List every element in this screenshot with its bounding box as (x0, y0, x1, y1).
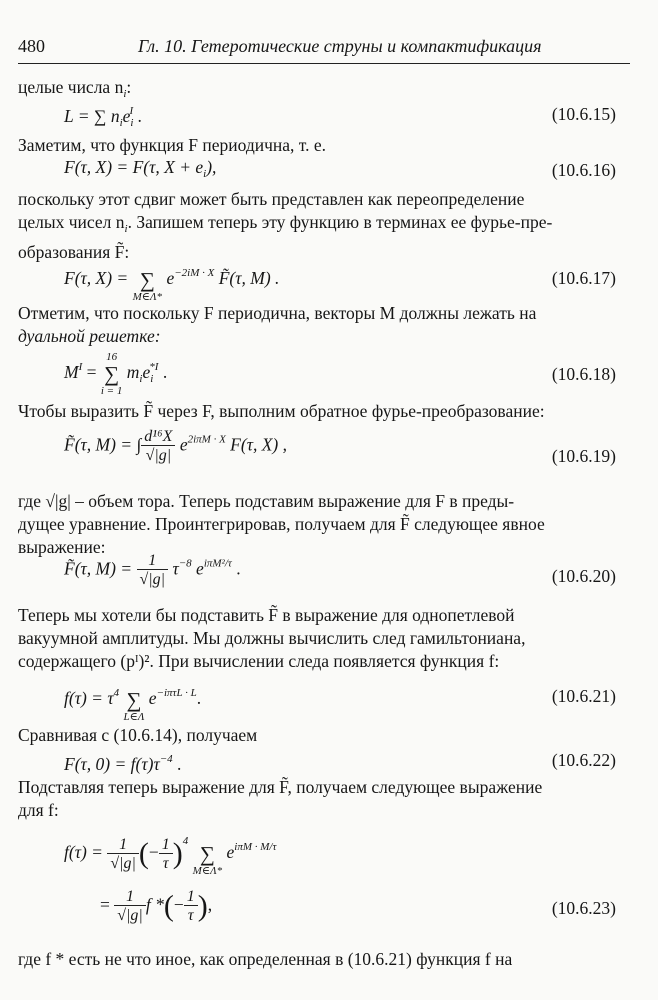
equation-text: F̃(τ, M) . (218, 268, 280, 289)
subscript: i (123, 88, 127, 100)
equation-10-6-16: F(τ, X) = F(τ, $X + e_i$), (64, 157, 217, 180)
paragraph-8 (18, 724, 616, 747)
paragraph-line: дущее уравнение. Проинтегрировав, получаем для F̃ следующее явное (18, 514, 545, 534)
paragraph-4 (18, 302, 616, 348)
equation-10-6-23-line-2: = $\frac{1}{√|g|}$ f *(− $\frac{1}{\tau}$ ), (100, 888, 213, 924)
equation-number: (10.6.15) (551, 104, 616, 124)
paragraph-line: поскольку этот сдвиг может быть представлен как переопределение (18, 189, 525, 209)
paragraph-text: Чтобы выразить F̃ через F, выполним обратное фурье-преобразование: (18, 401, 545, 421)
equation-10-6-20: F̃(τ, M) = $\frac{1}{√|g|}$ $\tau^{-8}$ $e^{i\pi M^2/\tau}$ . (64, 552, 241, 588)
equation-text: m (126, 362, 140, 383)
paragraph-3 (18, 188, 616, 264)
exponent: −2iM · X (174, 267, 215, 280)
exponent: iπM · M/τ (234, 841, 277, 854)
sum-symbol: ∑ M∈Λ* (192, 842, 223, 877)
exponent: 2iπM · X (187, 433, 226, 446)
paragraph-line: для f: (18, 800, 59, 820)
paragraph-text: : (126, 77, 132, 97)
fraction: $\frac{1}{\tau}$ (159, 836, 173, 873)
paragraph-line: образования F̃: (18, 242, 130, 262)
equation-number: (10.6.22) (551, 750, 616, 770)
equation-10-6-22: F(τ, $0) = f(\tau)\tau^{-4}$ . (64, 753, 182, 774)
exponent: iπM²/τ (203, 557, 232, 570)
equation-text: f * (145, 894, 164, 915)
equation-number: (10.6.19) (551, 446, 616, 466)
paragraph-line: Отметим, что поскольку F периодична, векторы M должны лежать на (18, 303, 537, 323)
fraction: $\frac{1}{√|g|}$ (114, 888, 146, 925)
equation-number: (10.6.18) (551, 364, 616, 384)
paragraph-line: вакуумной амплитуды. Мы должны вычислить след гамильтониана, (18, 628, 526, 648)
paragraph-line: Подставляя теперь выражение для F̃, получаем следующее выражение (18, 777, 543, 797)
running-head: Гл. 10. Гетеротические струны и компактификация (138, 36, 542, 56)
paragraph-text: целые числа n (18, 77, 124, 97)
paragraph-5 (18, 400, 616, 423)
equation-text: F(τ, X) = F(τ, X + e (64, 157, 204, 177)
page-number: 480 (18, 36, 45, 56)
sum-symbol: ∑ M∈Λ* (132, 268, 163, 303)
paragraph-line: Теперь мы хотели бы подставить F̃ в выражение для однопетлевой (18, 605, 515, 625)
equation-text: F(τ, X) , (230, 434, 287, 455)
equation-text: f(τ) = τ (64, 688, 114, 709)
equation-text: ), (206, 157, 217, 177)
equation-text: τ (172, 558, 179, 579)
equation-text: f(τ) = (64, 842, 103, 863)
fraction: $\frac{1}{√|g|}$ (107, 836, 139, 873)
equation-10-6-23: f(τ) = $\frac{1}{√|g|}$ (− $\frac{1}{\tau}$ )$^4$ ∑ M∈Λ* $e^{i\pi M \cdot M/\tau}$ (64, 830, 276, 878)
paragraph-line: содержащего (pᴵ)². При вычислении следа появляется функция f: (18, 651, 500, 671)
paragraph-text: Заметим, что функция F периодична, т. е. (18, 135, 327, 155)
equation-number: (10.6.16) (551, 160, 616, 180)
equation-text: M (64, 362, 79, 383)
page-header (18, 36, 630, 62)
equation-10-6-17: F(τ, X) = ∑ M∈Λ* $e^{-2iM \cdot X}$ F̃(τ, M) . (64, 256, 279, 304)
paragraph-text: Сравнивая с (10.6.14), получаем (18, 725, 258, 745)
equation-text: F(τ, X) = (64, 268, 129, 289)
equation-text: e (122, 106, 131, 126)
exponent: −iπτL · L (156, 687, 197, 700)
paragraph-7 (18, 604, 616, 673)
fraction: $\frac{1}{\tau}$ (184, 888, 198, 925)
paragraph-line: дуальной решетке: (18, 326, 161, 346)
header-rule (18, 63, 630, 64)
equation-text: F(τ, 0) = f(τ)τ (64, 754, 160, 774)
paragraph-text: где f * есть не что иное, как определенная в (10.6.21) функция f на (18, 949, 513, 969)
equation-number: (10.6.17) (551, 268, 616, 288)
paragraph-2 (18, 134, 616, 157)
equation-number: (10.6.20) (551, 566, 616, 586)
equation-10-6-21: $f(\tau) = \tau^4$ ∑ L∈Λ $e^{-i\pi\tau L \cdot L}$. (64, 676, 201, 724)
fraction: $\frac{\text{d¹⁶X}}{√|g|}$ (141, 428, 175, 465)
equation-text: L = ∑ n (64, 106, 120, 126)
paragraph-9 (18, 776, 616, 822)
paragraph-6 (18, 490, 616, 559)
fraction: $\frac{1}{√|g|}$ (137, 552, 169, 589)
paragraph-10 (18, 948, 616, 971)
equation-10-6-15: L = ∑ $n_ie_i^I$ . (64, 105, 142, 129)
equation-number: (10.6.21) (551, 686, 616, 706)
equation-10-6-18: $M^I$ = 16 ∑ i = 1 $m_ie_i^{*I}$ . (64, 351, 168, 397)
equation-text: F̃(τ, M) = (64, 558, 133, 579)
sum-symbol: ∑ L∈Λ (123, 688, 145, 723)
paragraph-line: выражение: (18, 537, 106, 557)
sum-symbol: 16 ∑ i = 1 (100, 351, 123, 397)
equation-text: F̃(τ, M) = ∫ (64, 434, 142, 455)
equation-number: (10.6.23) (551, 898, 616, 918)
paragraph-line: где √|g| – объем тора. Теперь подставим выражение для F в преды- (18, 491, 515, 511)
paragraph-line: целых чисел $n_i$. Запишем теперь эту функцию в терминах ее фурье-пре- (18, 212, 553, 235)
equation-10-6-19: F̃(τ, M) = ∫ $\frac{\text{d¹⁶X}}{√|g|}$ $e^{2i\pi M \cdot X}$ F(τ, X) , (64, 428, 287, 464)
